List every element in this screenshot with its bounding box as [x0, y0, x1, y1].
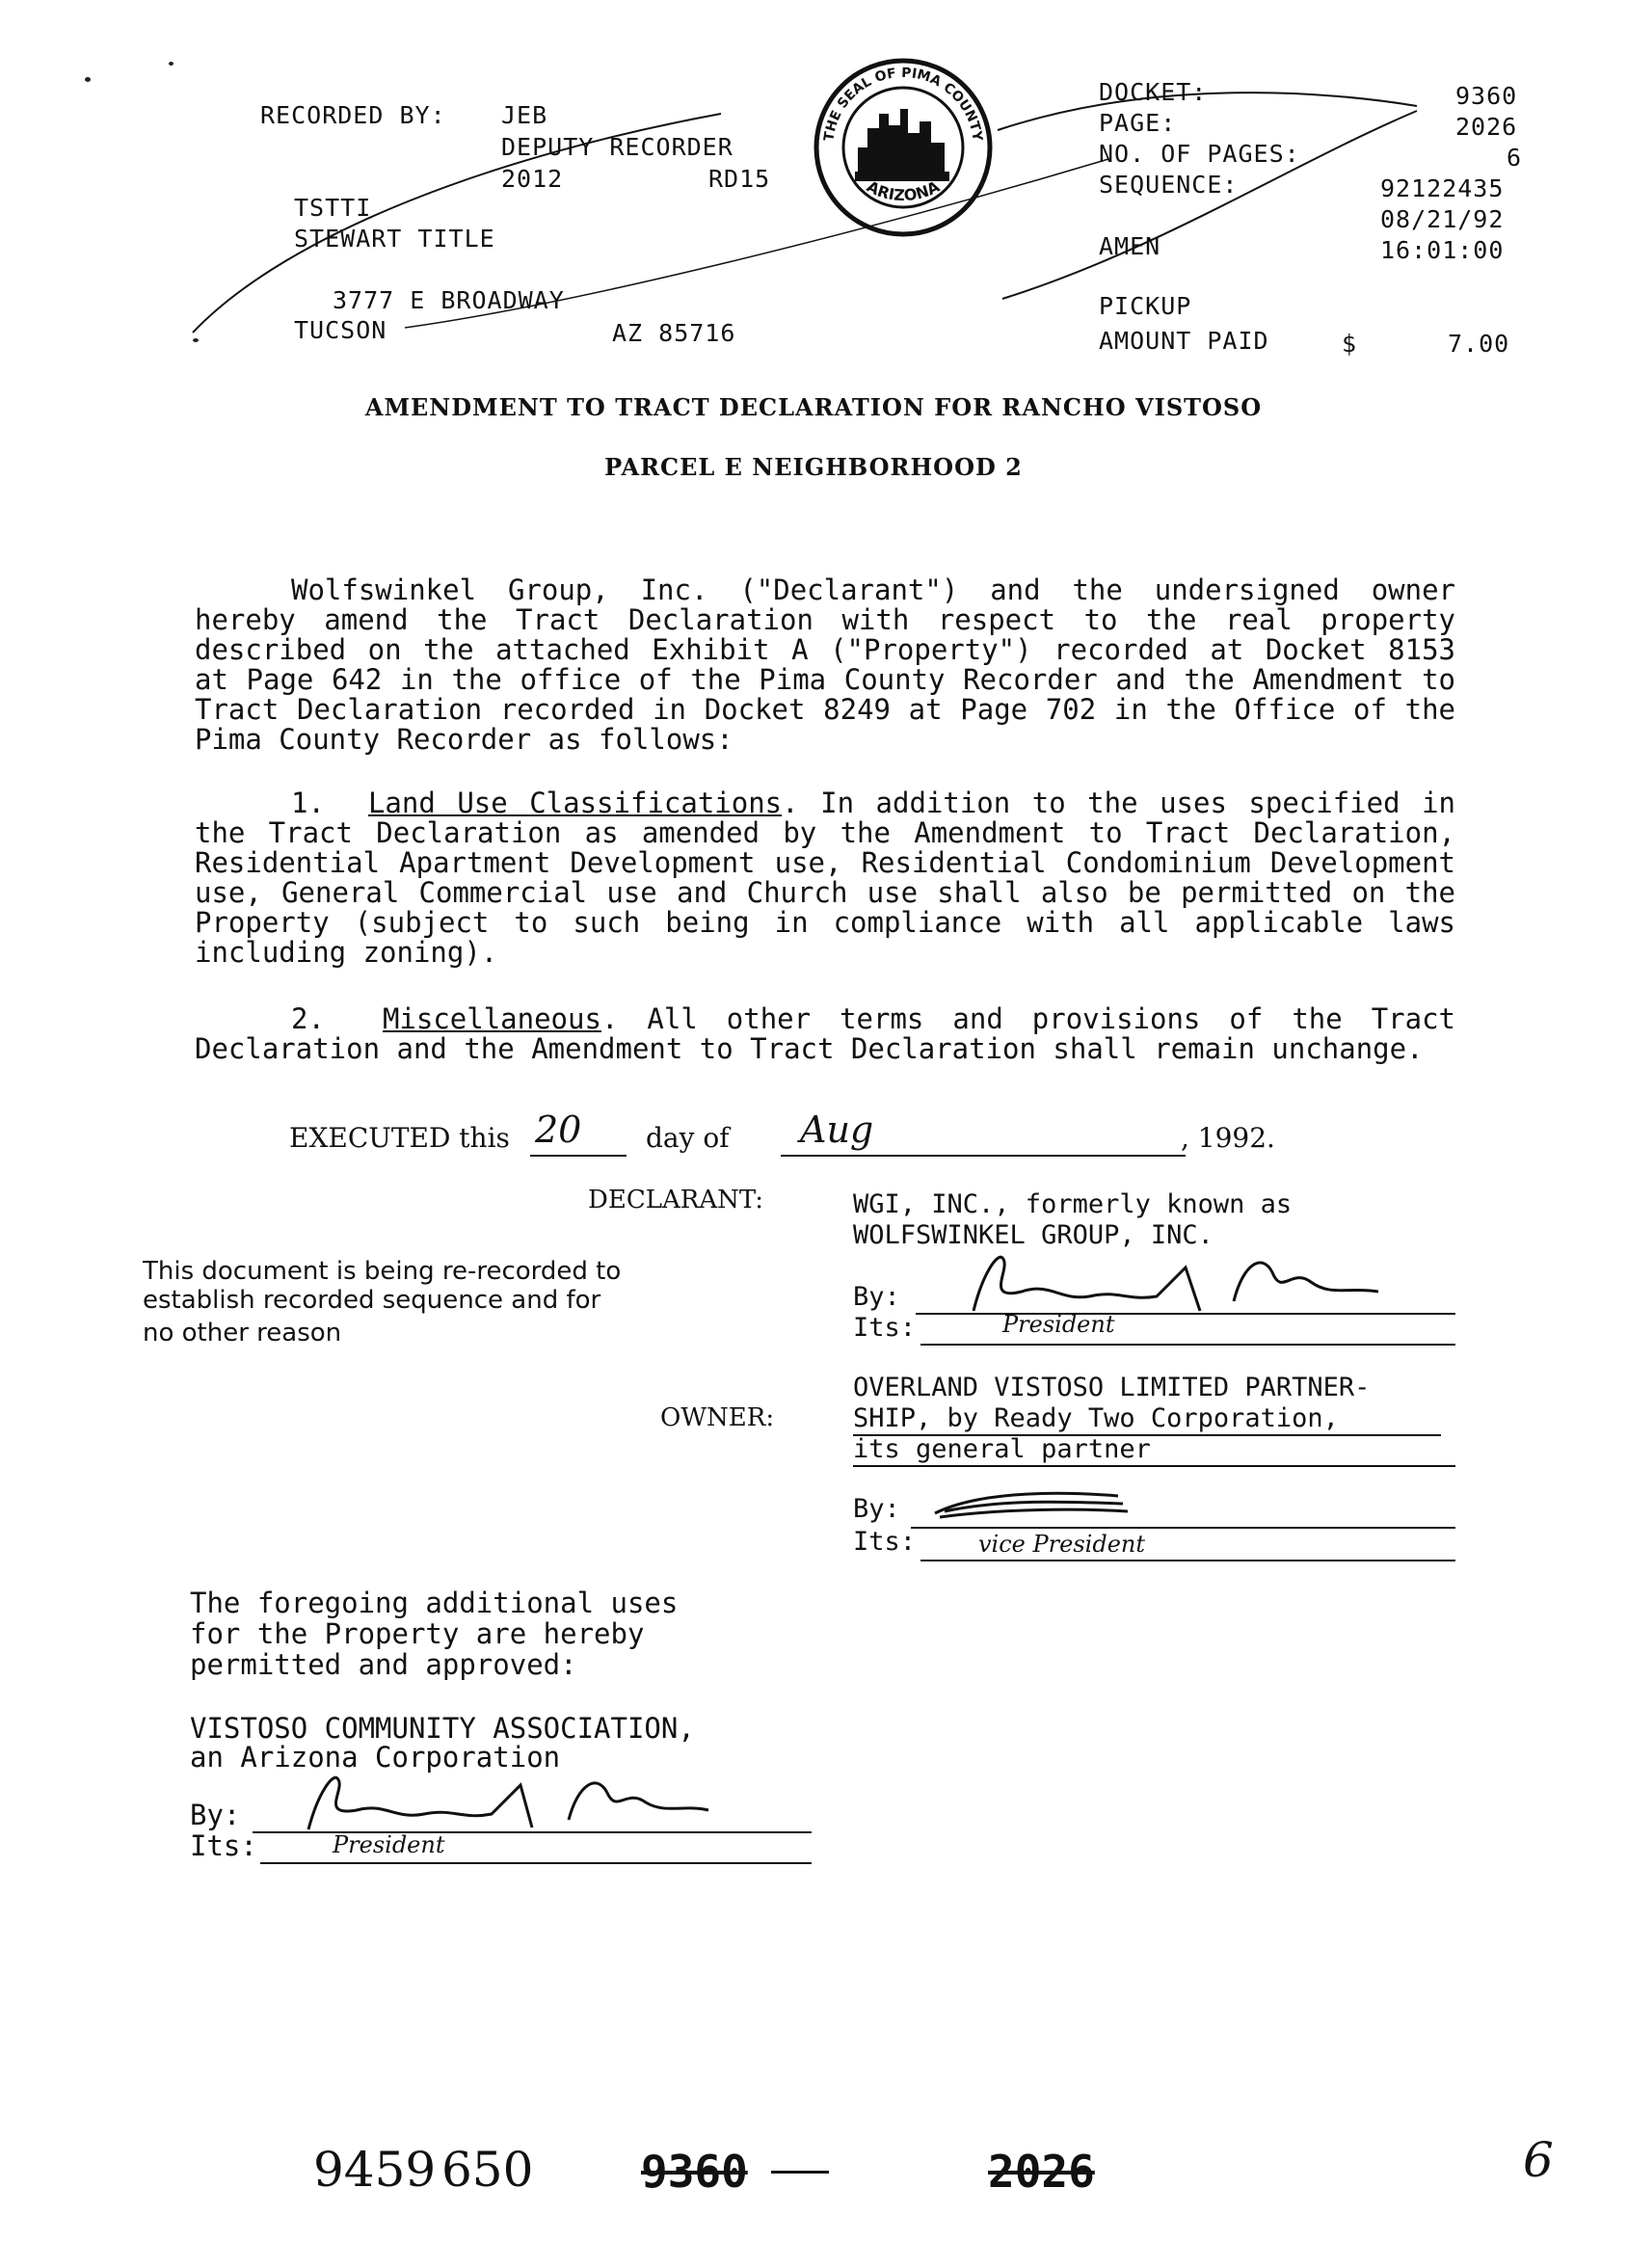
pickup-label: PICKUP	[1099, 292, 1192, 320]
declarant-name-line2: WOLFSWINKEL GROUP, INC.	[853, 1220, 1214, 1250]
recorder-code: 2012	[501, 165, 564, 193]
rerecord-note-line3: no other reason	[143, 1319, 342, 1347]
docket-value: 9360	[1455, 82, 1518, 110]
approval-its-line	[260, 1862, 812, 1864]
tstti-code: TSTTI	[294, 194, 372, 222]
owner-signature	[925, 1484, 1137, 1523]
page-value: 2026	[1455, 113, 1518, 141]
city: TUCSON	[294, 316, 387, 344]
footer-handwritten-docket: 9459	[313, 2142, 437, 2198]
item1-paragraph	[195, 788, 1455, 968]
sequence-value: 92122435	[1380, 174, 1505, 202]
footer-struck-page: 2026	[988, 2146, 1095, 2198]
document-title-line1: AMENDMENT TO TRACT DECLARATION FOR RANCHO VISTOSO	[364, 393, 1263, 421]
num-pages-label: NO. OF PAGES:	[1099, 140, 1300, 168]
item1-heading: Land Use Classifications	[367, 787, 783, 819]
header-pen-strokes	[0, 0, 1627, 386]
declarant-label: DECLARANT:	[588, 1186, 764, 1214]
rerecord-note-line2: establish recorded sequence and for	[143, 1286, 601, 1315]
executed-month: Aug	[800, 1108, 874, 1151]
approval-its-value: President	[333, 1831, 445, 1858]
item2-paragraph	[195, 1004, 1455, 1064]
approval-line3: permitted and approved:	[190, 1648, 577, 1681]
approval-line1: The foregoing additional uses	[190, 1587, 679, 1619]
footer-struck-docket: 9360	[641, 2146, 748, 2198]
association-name: VISTOSO COMMUNITY ASSOCIATION,	[190, 1712, 695, 1745]
dollar-sign: $	[1342, 330, 1358, 358]
item2-text: . All other terms and provisions of the Tract Declaration and the Amendment to Tract Declaration shall remain unchange.	[195, 1002, 1456, 1065]
approval-by-label: By:	[190, 1799, 241, 1831]
association-type: an Arizona Corporation	[190, 1741, 561, 1774]
owner-line3-underline	[853, 1465, 1455, 1467]
rerecord-note-line1: This document is being re-recorded to	[143, 1257, 622, 1286]
owner-name-line1: OVERLAND VISTOSO LIMITED PARTNER-	[853, 1373, 1371, 1402]
declarant-its-value: President	[1002, 1311, 1115, 1338]
footer-strike-dash	[771, 2171, 829, 2174]
amen-label: AMEN	[1099, 232, 1161, 260]
amount-paid-label: AMOUNT PAID	[1099, 327, 1269, 355]
owner-its-line	[920, 1560, 1455, 1561]
owner-label: OWNER:	[660, 1403, 775, 1432]
footer-handwritten-page: 650	[441, 2142, 534, 2198]
docket-label: DOCKET:	[1099, 78, 1208, 106]
executed-day: 20	[535, 1108, 582, 1151]
executed-prefix: EXECUTED this	[289, 1122, 510, 1154]
deputy-recorder: DEPUTY RECORDER	[501, 133, 733, 161]
sequence-label: SEQUENCE:	[1099, 171, 1239, 199]
seal-text-bottom: ARIZONA	[864, 176, 943, 205]
approval-its-label: Its:	[190, 1829, 257, 1862]
document-title-line2: PARCEL E NEIGHBORHOOD 2	[604, 453, 1023, 481]
seal-text-top: THE SEAL OF PIMA COUNTY	[821, 65, 985, 143]
item1-text: . In addition to the uses specified in the Tract Declaration as amended by the Amendment to Tract Declaration, Residential Apartment Development use, Residential Condominium Development use, General Commercial use and Church use shall also be permitted on the Property (subject to such being in compliance with all applicable laws including zoning).	[195, 787, 1456, 969]
owner-its-label: Its:	[853, 1527, 917, 1557]
item1-number: 1.	[291, 787, 325, 819]
owner-its-value: vice President	[978, 1531, 1145, 1558]
item2-heading: Miscellaneous	[382, 1002, 601, 1035]
rd-code: RD15	[708, 165, 771, 193]
owner-by-line	[911, 1527, 1455, 1529]
stewart-title: STEWART TITLE	[294, 225, 495, 253]
amount-paid-value: 7.00	[1448, 330, 1510, 358]
declarant-name-line1: WGI, INC., formerly known as	[853, 1189, 1293, 1219]
approval-signature	[280, 1764, 733, 1836]
owner-by-label: By:	[853, 1494, 900, 1524]
month-underline	[781, 1155, 1186, 1157]
num-pages-value: 6	[1507, 144, 1523, 172]
record-time: 16:01:00	[1380, 236, 1505, 264]
recorded-by-value: JEB	[501, 101, 548, 129]
address-line: 3777 E BROADWAY	[333, 286, 565, 314]
intro-paragraph: Wolfswinkel Group, Inc. ("Declarant") and the undersigned owner hereby amend the Tract Declaration with respect to the real property described on the attached Exhibit A ("Property") recorded at Docket 8153 at Page 642 in the office of the Pima County Recorder and the Amendment to Tract Declaration recorded in Docket 8249 at Page 702 in the Office of the Pima County Recorder as follows:	[195, 574, 1455, 756]
executed-day-of: day of	[646, 1122, 730, 1154]
day-underline	[530, 1155, 627, 1157]
recorded-by-label: RECORDED BY:	[260, 101, 446, 129]
declarant-by-label: By:	[853, 1282, 900, 1312]
executed-year: , 1992.	[1181, 1122, 1275, 1154]
page-label: PAGE:	[1099, 109, 1177, 137]
state-zip: AZ 85716	[612, 319, 736, 347]
declarant-signature	[945, 1243, 1407, 1321]
owner-name-line2: SHIP, by Ready Two Corporation,	[853, 1403, 1339, 1433]
footer-page-number: 6	[1523, 2132, 1554, 2188]
declarant-its-label: Its:	[853, 1313, 917, 1343]
declarant-its-line	[920, 1344, 1455, 1346]
record-date: 08/21/92	[1380, 205, 1505, 233]
item2-number: 2.	[291, 1002, 325, 1035]
owner-name-line3: its general partner	[853, 1434, 1151, 1464]
approval-line2: for the Property are hereby	[190, 1617, 645, 1650]
